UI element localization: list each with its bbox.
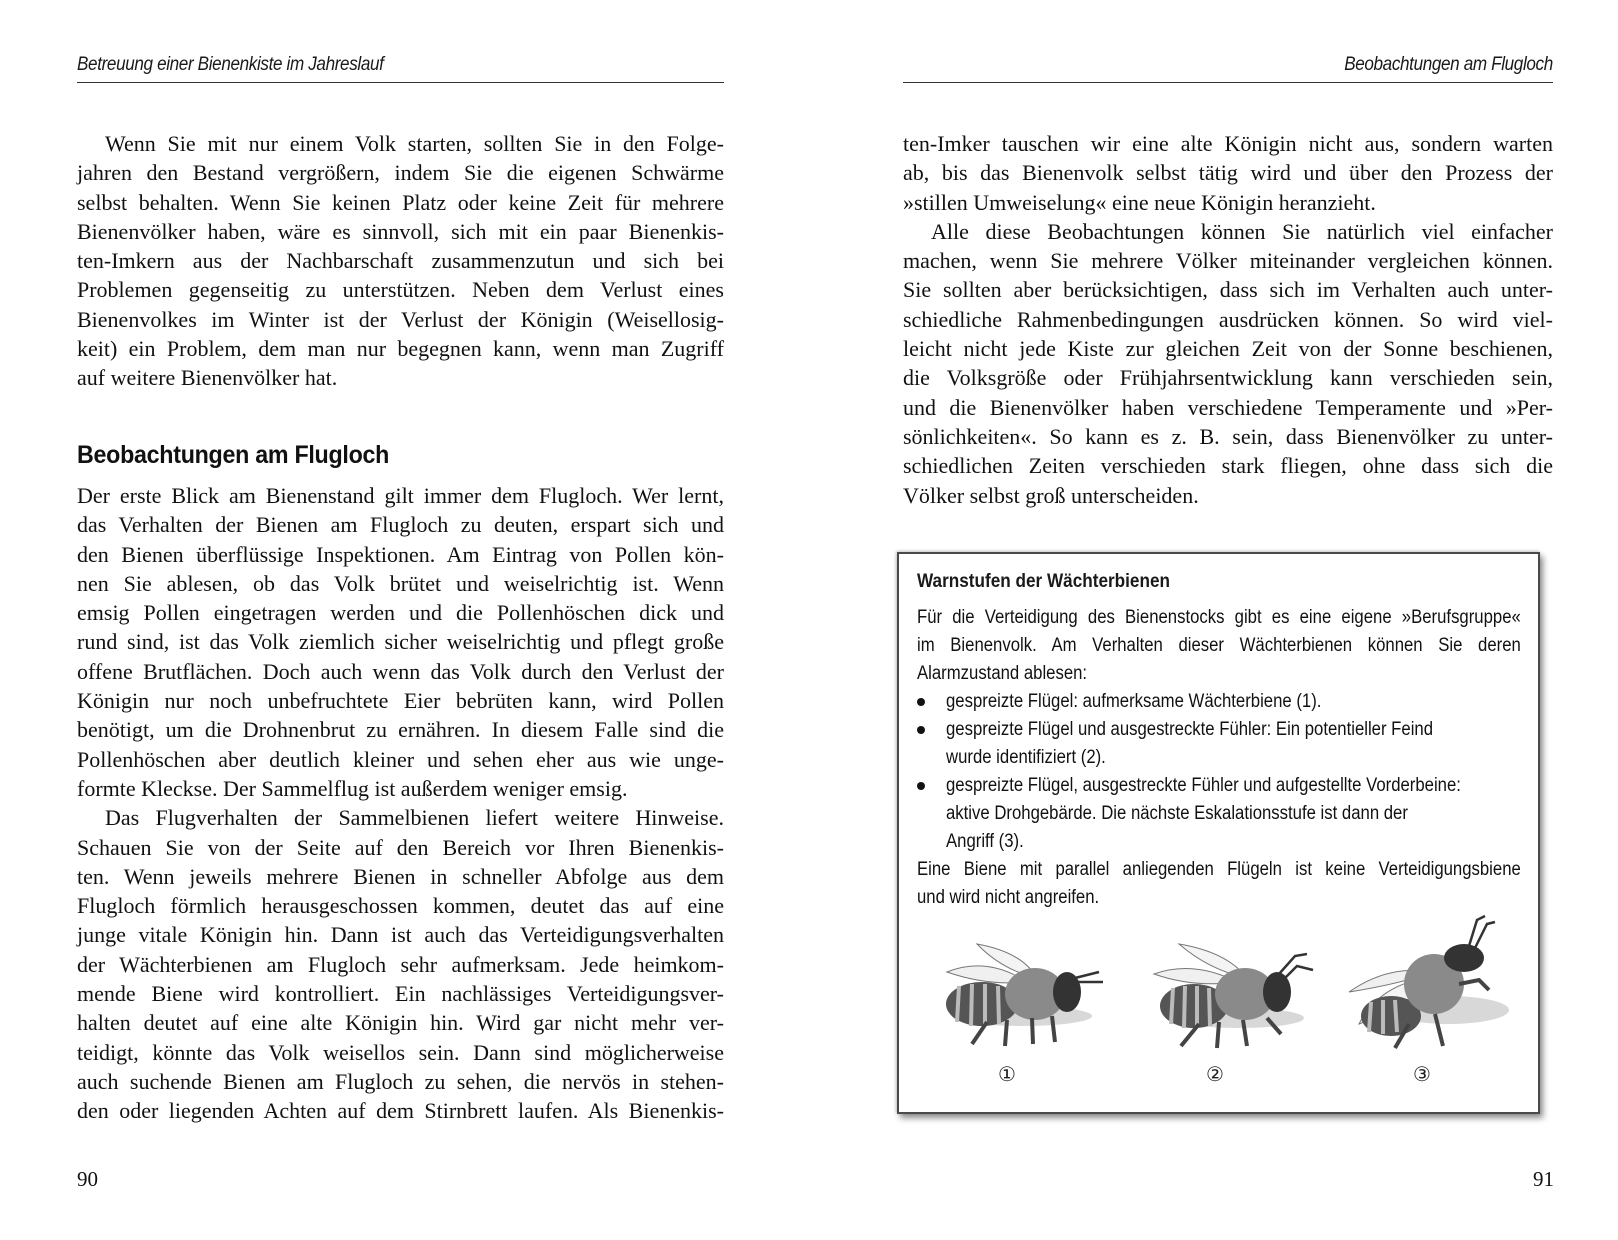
info-box-title: Warnstufen der Wächterbienen [917,570,1170,592]
bee-antennae-extended-icon [1139,934,1319,1054]
bullet-icon [917,726,925,734]
text-line: auf weitere Bienenvölker hat. [77,365,338,391]
text-line: den oder liegenden Achten auf dem Stirnbrett laufen. Als Bienenkis- [77,1098,724,1124]
text-line: im Bienenvolk. Am Verhalten dieser Wächterbienen können Sie deren [917,635,1521,656]
figure-label: ② [1206,1062,1224,1086]
text-line: ten-Imker tauschen wir eine alte Königin nicht aus, sondern warten [903,131,1553,156]
bullet-text: gespreizte Flügel: aufmerksame Wächterbiene (1). [946,691,1322,712]
text-line: und wird nicht angreifen. [917,887,1100,908]
info-box [897,552,1540,1114]
text-line: junge vitale Königin hin. Dann ist auch das Verteidigungsverhalten [77,922,724,948]
text-line: Wenn Sie mit nur einem Volk starten, sollten Sie in den Folge- [105,131,724,156]
info-box-text [917,604,1521,912]
text-line: schiedliche Rahmenbedingungen ausdrücken können. So wird viel- [903,306,1553,332]
bullet-item [917,772,1521,856]
text-line: nen Sie ablesen, ob das Volk brütet und weiselrichtig ist. Wenn [77,570,724,596]
page-number: 90 [77,1167,98,1191]
bee-wings-spread-icon [927,934,1107,1054]
text-line: ten-Imkern aus der Nachbarschaft zusammenzutun und sich bei [77,248,724,274]
page-number: 91 [1533,1167,1554,1191]
text-line: Königin nur noch unbefruchtete Eier bebrüten kann, wird Pollen [77,688,724,714]
text-line: schiedlichen Zeiten verschieden stark fliegen, ohne dass sich die [903,453,1553,479]
text-line: auch suchende Bienen am Flugloch zu sehen, die nervös in stehen- [77,1068,724,1094]
text-line: Schauen Sie von der Seite auf den Bereich vor Ihren Bienenkis- [77,834,724,860]
text-line: das Verhalten der Bienen am Flugloch zu deuten, erspart sich und [77,512,724,538]
section-heading: Beobachtungen am Flugloch [77,441,390,469]
text-line: den Bienen überflüssige Inspektionen. Am Eintrag von Pollen kön- [77,541,724,567]
text-line: selbst behalten. Wenn Sie keinen Platz oder keine Zeit für mehrere [77,189,724,215]
bullet-icon [917,698,925,706]
text-line: mende Biene wird kontrolliert. Ein nachlässiges Verteidigungsver- [77,981,724,1007]
text-line: Problemen gegenseitig zu unterstützen. Neben dem Verlust eines [77,277,724,303]
text-line: Bienenvolkes im Winter ist der Verlust der Königin (Weisellosig- [77,306,724,332]
text-line: und die Bienenvölker haben verschiedene Temperamente und »Per- [903,394,1553,420]
text-line: Völker selbst groß unterscheiden. [903,482,1199,508]
text-line: leicht nicht jede Kiste zur gleichen Zeit von der Sonne beschienen, [903,336,1553,362]
bee-illustrations [899,934,1538,1104]
header-rule [77,82,724,83]
running-head: Beobachtungen am Flugloch [1344,54,1553,75]
bullet-text: gespreizte Flügel, ausgestreckte Fühler und aufgestellte Vorderbeine: [946,775,1461,796]
right-body [903,129,1553,510]
text-line: der Wächterbienen am Flugloch sehr aufmerksam. Jede heimkom- [77,951,724,977]
text-line: Flugloch förmlich herausgeschossen kommen, deutet das auf eine [77,893,724,919]
figure-label: ① [998,1062,1016,1086]
text-line: rund sind, ist das Volk ziemlich sicher weiselrichtig und pflegt große [77,629,724,655]
text-line: teidigt, könnte das Volk weisellos sein. Dann sind möglicherweise [77,1039,724,1065]
text-line: sönlichkeiten«. So kann es z. B. sein, dass Bienenvölker zu unter- [903,423,1553,449]
text-line: Alle diese Beobachtungen können Sie natürlich viel einfacher [931,218,1553,244]
text-line: Der erste Blick am Bienenstand gilt immer dem Flugloch. Wer lernt, [77,483,724,508]
text-line: Pollenhöschen aber deutlich kleiner und sehen eher aus wie unge- [77,746,724,772]
text-line: benötigt, um die Drohnenbrut zu ernähren. In diesem Falle sind die [77,717,724,743]
bullet-icon [917,782,925,790]
intro-paragraph [77,129,724,393]
text-line: halten deutet auf eine alte Königin hin. Wird gar nicht mehr ver- [77,1010,724,1036]
text-line: keit) ein Problem, dem man nur begegnen kann, wenn man Zugriff [77,336,724,362]
running-head: Betreuung einer Bienenkiste im Jahreslauf [77,54,384,75]
text-line: jahren den Bestand vergrößern, indem Sie die eigenen Schwärme [77,160,724,186]
text-line: formte Kleckse. Der Sammelflug ist außerdem weniger emsig. [77,775,628,801]
text-line: die Volksgröße oder Frühjahrsentwicklung kann verschieden sein, [903,365,1553,391]
text-line: ab, bis das Bienenvolk selbst tätig wird und über den Prozess der [903,160,1553,186]
text-line: »stillen Umweiselung« eine neue Königin heranzieht. [903,189,1376,215]
bullet-text: Angriff (3). [946,831,1024,852]
bullet-text: wurde identifiziert (2). [946,747,1106,768]
bullet-item [917,716,1521,772]
bullet-text: aktive Drohgebärde. Die nächste Eskalationsstufe ist dann der [946,803,1408,824]
text-line: machen, wenn Sie mehrere Völker miteinander vergleichen können. [903,248,1553,274]
text-line: offene Brutflächen. Doch auch wenn das Volk durch den Verlust der [77,658,724,684]
text-line: Sie sollten aber berücksichtigen, dass sich im Verhalten auch unter- [903,277,1553,303]
right-page [809,0,1618,1240]
header-rule [903,82,1553,83]
bullet-text: gespreizte Flügel und ausgestreckte Fühler: Ein potentieller Feind [946,719,1434,740]
text-line: Eine Biene mit parallel anliegenden Flügeln ist keine Verteidigungsbiene [917,859,1521,880]
text-line: emsig Pollen eingetragen werden und die Pollenhöschen dick und [77,600,724,626]
text-line: Bienenvölker haben, wäre es sinnvoll, sich mit ein paar Bienenkis- [77,218,724,244]
bee-forelegs-raised-icon [1339,914,1519,1054]
section-body [77,481,724,1126]
text-line: Für die Verteidigung des Bienenstocks gibt es eine eigene »Berufsgruppe« [917,607,1521,628]
text-line: ten. Wenn jeweils mehrere Bienen in schneller Abfolge aus dem [77,863,724,889]
text-line: Alarmzustand ablesen: [917,663,1088,684]
figure-label: ③ [1413,1062,1431,1086]
bullet-item [917,688,1521,716]
text-line: Das Flugverhalten der Sammelbienen liefert weitere Hinweise. [105,805,724,831]
